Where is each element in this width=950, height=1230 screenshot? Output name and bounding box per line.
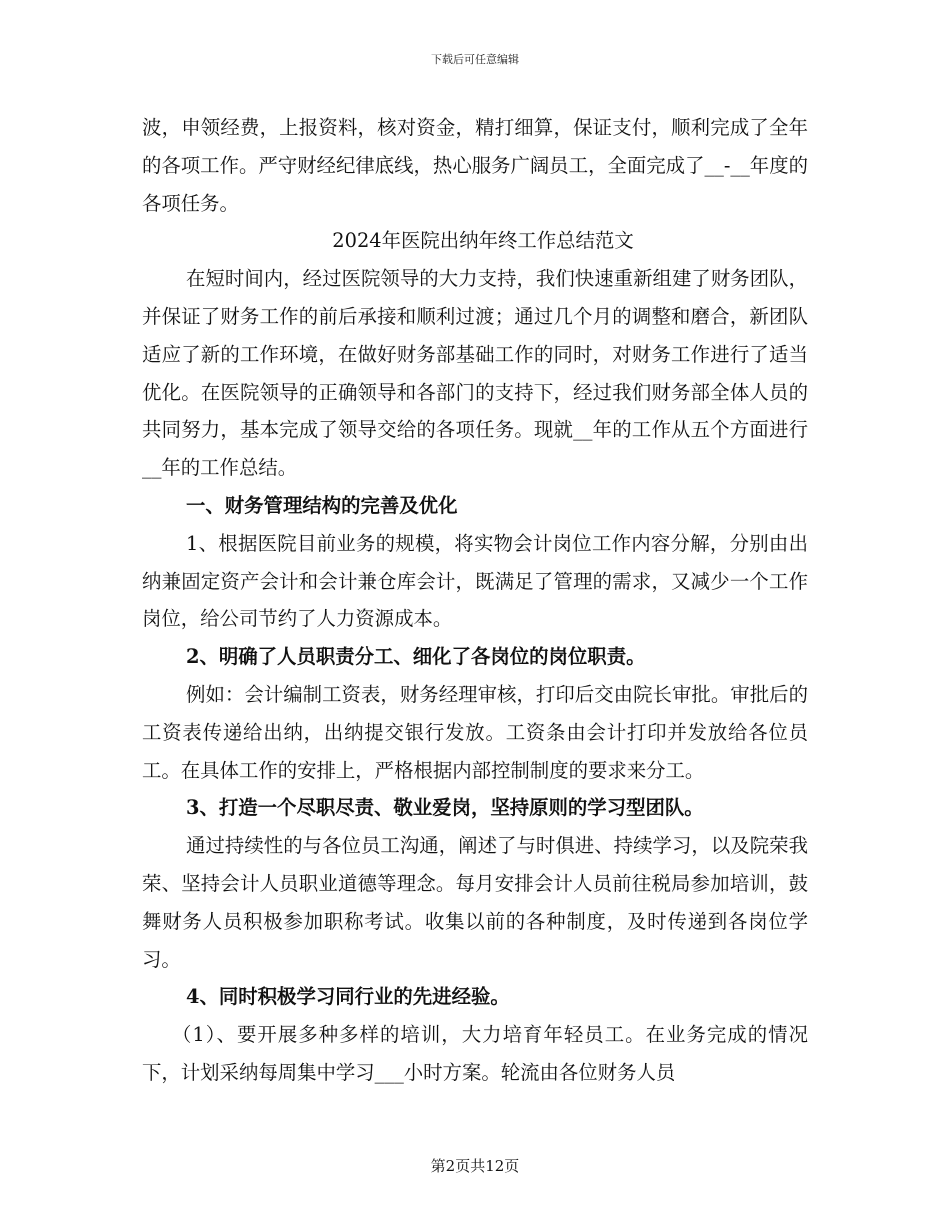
page-header-note: 下载后可任意编辑 xyxy=(431,53,519,66)
section-heading-3: 3、打造一个尽职尽责、敬业爱岗，坚持原则的学习型团队。 xyxy=(186,796,704,820)
document-body xyxy=(142,109,808,1092)
paragraph-continued: 波，申领经费，上报资料，核对资金，精打细算，保证支付，顺利完成了全年的各项工作。严守财经纪律底线，热心服务广阔员工，全面完成了__-__年度的各项任务。 xyxy=(142,116,808,215)
paragraph-section-4: （1）、要开展多种多样的培训，大力培育年轻员工。在业务完成的情况下，计划采纳每周集中学习___小时方案。轮流由各位财务人员 xyxy=(142,1023,808,1084)
document-title: 2024年医院出纳年终工作总结范文 xyxy=(332,229,634,253)
section-heading-1: 一、财务管理结构的完善及优化 xyxy=(186,493,458,517)
section-heading-4: 4、同时积极学习同行业的先进经验。 xyxy=(186,985,510,1009)
paragraph-section-3: 通过持续性的与各位员工沟通，阐述了与时俱进、持续学习，以及院荣我荣、坚持会计人员职业道德等理念。每月安排会计人员前往税局参加培训，鼓舞财务人员积极参加职称考试。收集以前的各种制度，及时传递到各岗位学习。 xyxy=(142,834,808,971)
paragraph-section-2: 例如：会计编制工资表，财务经理审核，打印后交由院长审批。审批后的工资表传递给出纳，出纳提交银行发放。工资条由会计打印并发放给各位员工。在具体工作的安排上，严格根据内部控制制度的要求来分工。 xyxy=(142,682,808,782)
page-footer-number: 第2页共12页 xyxy=(430,1157,520,1175)
section-heading-2: 2、明确了人员职责分工、细化了各岗位的岗位职责。 xyxy=(186,645,646,669)
paragraph-intro: 在短时间内，经过医院领导的大力支持，我们快速重新组建了财务团队，并保证了财务工作的前后承接和顺利过渡；通过几个月的调整和磨合，新团队适应了新的工作环境，在做好财务部基础工作的同时，对财务工作进行了适当优化。在医院领导的正确领导和各部门的支持下，经过我们财务部全体人员的共同努力，基本完成了领导交给的各项任务。现就__年的工作从五个方面进行__年的工作总结。 xyxy=(142,267,808,480)
paragraph-section-1: 1、根据医院目前业务的规模，将实物会计岗位工作内容分解，分别由出纳兼固定资产会计和会计兼仓库会计，既满足了管理的需求，又减少一个工作岗位，给公司节约了人力资源成本。 xyxy=(142,531,808,631)
